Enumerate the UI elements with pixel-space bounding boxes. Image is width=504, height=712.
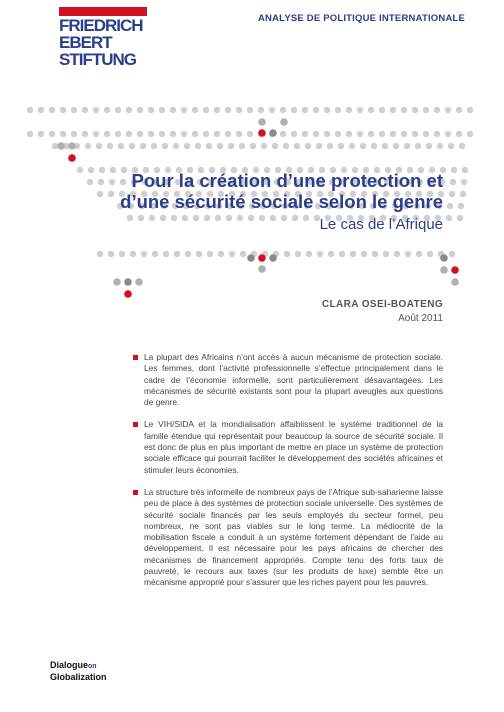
map-dot [456, 131, 462, 137]
map-dot [160, 215, 166, 221]
map-dot [291, 107, 297, 113]
map-dot [390, 131, 396, 137]
map-dot [151, 143, 157, 149]
map-dot [82, 107, 88, 113]
highlight-dot-red [124, 290, 132, 298]
map-dot [401, 131, 407, 137]
map-dot [71, 131, 77, 137]
map-dot [291, 131, 297, 137]
map-dot [313, 131, 319, 137]
map-dot [38, 131, 44, 137]
map-dot [349, 143, 355, 149]
map-dot [247, 107, 253, 113]
summary-bullet [133, 487, 443, 589]
map-dot [357, 131, 363, 137]
map-dot [174, 251, 180, 257]
map-dot [371, 143, 377, 149]
map-dot [162, 143, 168, 149]
highlight-dot [247, 254, 255, 262]
map-dot [434, 107, 440, 113]
map-dot [38, 107, 44, 113]
map-dot [339, 251, 345, 257]
map-dot [182, 215, 188, 221]
map-dot [82, 131, 88, 137]
map-dot [237, 215, 243, 221]
map-dot [313, 107, 319, 113]
map-dot [412, 107, 418, 113]
summary-bullet [133, 352, 443, 408]
map-dot [108, 191, 114, 197]
highlight-dot [57, 142, 65, 150]
map-dot [305, 143, 311, 149]
map-dot [137, 107, 143, 113]
map-dot [259, 215, 265, 221]
map-dot [60, 131, 66, 137]
title-line-2: d’une sécurité sociale selon le genre [120, 191, 443, 212]
map-dot [192, 107, 198, 113]
map-dot [306, 251, 312, 257]
map-dot [423, 107, 429, 113]
map-dot [272, 143, 278, 149]
map-dot [110, 167, 116, 173]
map-dot [184, 143, 190, 149]
map-dot [280, 107, 286, 113]
map-dot [118, 143, 124, 149]
map-dot [170, 131, 176, 137]
map-dot [328, 251, 334, 257]
map-dot [357, 107, 363, 113]
map-dot [338, 143, 344, 149]
map-dot [126, 131, 132, 137]
map-dot [284, 251, 290, 257]
map-dot [405, 251, 411, 257]
map-dot [261, 143, 267, 149]
map-dot [225, 107, 231, 113]
map-dot [130, 251, 136, 257]
map-dot [324, 107, 330, 113]
map-dot [457, 215, 463, 221]
map-dot [401, 107, 407, 113]
map-dot [192, 131, 198, 137]
logo-line-2: EBERT [59, 33, 112, 52]
map-dot [327, 143, 333, 149]
map-dot [96, 143, 102, 149]
series-label: ANALYSE DE POLITIQUE INTERNATIONALE [258, 13, 466, 24]
map-dot [437, 143, 443, 149]
map-dot [152, 251, 158, 257]
map-dot [459, 143, 465, 149]
map-dot [98, 179, 104, 185]
map-dot [137, 131, 143, 137]
map-dot [335, 107, 341, 113]
map-dot [236, 131, 242, 137]
map-dot [77, 167, 83, 173]
document-subtitle: Le cas de l’Afrique [319, 216, 443, 233]
map-dot [361, 251, 367, 257]
map-dot [173, 143, 179, 149]
map-dot [115, 107, 121, 113]
map-dot [280, 131, 286, 137]
map-dot [185, 251, 191, 257]
map-dot [141, 251, 147, 257]
map-dot [456, 107, 462, 113]
logo-line-1: FRIEDRICH [59, 16, 143, 35]
map-dot [215, 215, 221, 221]
map-dot [108, 251, 114, 257]
map-dot [317, 251, 323, 257]
summary-bullet [133, 419, 443, 475]
map-dot [390, 107, 396, 113]
map-dot [119, 251, 125, 257]
publication-date: Août 2011 [398, 313, 443, 324]
map-dot [372, 251, 378, 257]
map-dot [283, 143, 289, 149]
map-dot [49, 131, 55, 137]
map-dot [250, 143, 256, 149]
dot-world-map [0, 0, 504, 320]
map-dot [27, 107, 33, 113]
map-dot [467, 107, 473, 113]
map-dot [394, 251, 400, 257]
map-dot [460, 191, 466, 197]
map-dot [195, 143, 201, 149]
map-dot [270, 215, 276, 221]
highlight-dot [113, 278, 121, 286]
map-dot [434, 131, 440, 137]
highlight-dot [258, 265, 266, 273]
map-dot [416, 251, 422, 257]
map-dot [236, 107, 242, 113]
title-line-1: Pour la création d’une protection et [131, 170, 443, 191]
map-dot [97, 191, 103, 197]
map-dot [225, 131, 231, 137]
map-dot [203, 107, 209, 113]
map-dot [217, 143, 223, 149]
map-dot [126, 107, 132, 113]
dlogo-line-1: Dialogue [50, 660, 89, 670]
map-dot [258, 107, 264, 113]
bullet-text: Le VIH/SIDA et la mondialisation affaiblissent le système traditionnel de la famille étendue qui représentait pour beaucoup la source de sécurité sociale. Il est donc de plus en plus important de mettre en place un système de protection sociale efficace qui pourrait faciliter le développement des sociétés africaines et stimuler leurs économies. [144, 419, 443, 475]
map-dot [115, 131, 121, 137]
highlight-dot [280, 118, 288, 126]
map-dot [247, 131, 253, 137]
map-dot [60, 107, 66, 113]
map-dot [226, 215, 232, 221]
map-dot [218, 251, 224, 257]
map-dot [445, 131, 451, 137]
map-dot [149, 215, 155, 221]
highlight-dot [258, 118, 266, 126]
map-dot [458, 203, 464, 209]
map-dot [71, 107, 77, 113]
map-dot [346, 131, 352, 137]
map-dot [467, 131, 473, 137]
map-dot [104, 131, 110, 137]
bullet-square-icon [133, 422, 138, 427]
highlight-dot [451, 278, 459, 286]
map-dot [127, 215, 133, 221]
highlight-dot [124, 278, 132, 286]
map-dot [138, 215, 144, 221]
map-dot [368, 131, 374, 137]
map-dot [446, 215, 452, 221]
bullet-text: La structure très informelle de nombreux pays de l’Afrique sub-saharienne laisse peu de place à des systèmes de protection sociale universelle. Des systèmes de sécurité sociale financés par les seuls employés du secteur formel, peu nombreux, ne sont pas viables sur le long terme. La médiocrité de la mobilisation fiscale a conduit à un système fortement dépendant de l’aide au développement. Il est nécessaire pour les pays africains de chercher des mécanismes de financement appropriés. Compte tenu des forts taux de pauvreté, le recours aux taxes (sur les produits de luxe) semble être un mécanisme approprié pour s’assurer que les riches payent pour les pauvres. [144, 486, 443, 588]
map-dot [107, 143, 113, 149]
map-dot [379, 107, 385, 113]
map-dot [129, 143, 135, 149]
map-dot [350, 251, 356, 257]
map-dot [240, 251, 246, 257]
map-dot [316, 143, 322, 149]
highlight-dot [135, 278, 143, 286]
map-dot [97, 251, 103, 257]
map-dot [423, 131, 429, 137]
map-dot [447, 203, 453, 209]
map-dot [292, 215, 298, 221]
highlight-dot-red [258, 254, 266, 262]
map-dot [196, 251, 202, 257]
map-dot [451, 167, 457, 173]
map-dot [159, 131, 165, 137]
map-dot [148, 131, 154, 137]
map-dot [281, 215, 287, 221]
map-dot [294, 143, 300, 149]
map-dot [207, 251, 213, 257]
map-dot [462, 167, 468, 173]
highlight-dot [269, 254, 277, 262]
map-dot [379, 131, 385, 137]
map-dot [368, 107, 374, 113]
map-dot [404, 143, 410, 149]
map-dot [248, 215, 254, 221]
document-title [120, 170, 443, 212]
author-name: CLARA OSEI-BOATENG [321, 299, 443, 310]
bullet-square-icon [133, 490, 138, 495]
highlight-dot [68, 142, 76, 150]
map-dot [346, 107, 352, 113]
map-dot [335, 131, 341, 137]
map-dot [239, 143, 245, 149]
dialogue-on-globalization-logo [50, 660, 107, 682]
map-dot [450, 179, 456, 185]
map-dot [159, 107, 165, 113]
bullet-text: La plupart des Africains n’ont accès à aucun mécanisme de protection sociale. Les femmes, dont l’activité professionnelle s’effectue principalement dans le cadre de l’économie informelle, sont particulièrement désavantagées. Les mécanismes de sécurité existants sont pour la plupart aveugles aux questions de genre. [144, 352, 443, 408]
map-dot [206, 143, 212, 149]
map-dot [415, 143, 421, 149]
highlight-dot-red [258, 129, 266, 137]
map-dot [383, 251, 389, 257]
bullet-square-icon [133, 355, 138, 360]
map-dot [295, 251, 301, 257]
map-dot [93, 131, 99, 137]
map-dot [382, 143, 388, 149]
map-dot [87, 179, 93, 185]
map-dot [88, 167, 94, 173]
logo-line-3: STIFTUNG [59, 50, 136, 69]
highlight-dot-red [68, 154, 76, 162]
map-dot [324, 131, 330, 137]
map-dot [203, 131, 209, 137]
map-dot [214, 131, 220, 137]
map-dot [229, 251, 235, 257]
map-dot [228, 143, 234, 149]
map-dot [109, 179, 115, 185]
map-dot [49, 107, 55, 113]
map-dot [181, 131, 187, 137]
highlight-dot [440, 266, 448, 274]
map-dot [99, 167, 105, 173]
summary-bullets [133, 352, 443, 600]
map-dot [427, 251, 433, 257]
map-dot [412, 131, 418, 137]
map-dot [181, 107, 187, 113]
map-dot [302, 107, 308, 113]
map-dot [214, 107, 220, 113]
map-dot [303, 215, 309, 221]
highlight-dot-red [451, 266, 459, 274]
map-dot [448, 143, 454, 149]
map-dot [85, 143, 91, 149]
highlight-dot [269, 129, 277, 137]
map-dot [193, 215, 199, 221]
map-dot [449, 191, 455, 197]
map-dot [104, 107, 110, 113]
dlogo-line-2: Globalization [50, 672, 107, 682]
map-dot [449, 251, 455, 257]
map-dot [140, 143, 146, 149]
map-dot [171, 215, 177, 221]
map-dot [360, 143, 366, 149]
map-dot [393, 143, 399, 149]
map-dot [204, 215, 210, 221]
map-dot [445, 107, 451, 113]
highlight-dot [440, 254, 448, 262]
map-dot [148, 107, 154, 113]
map-dot [269, 107, 275, 113]
map-dot [426, 143, 432, 149]
map-dot [170, 107, 176, 113]
map-dot [93, 107, 99, 113]
map-dot [163, 251, 169, 257]
dlogo-on: on [88, 663, 97, 670]
map-dot [302, 131, 308, 137]
map-dot [27, 131, 33, 137]
map-dot [461, 179, 467, 185]
